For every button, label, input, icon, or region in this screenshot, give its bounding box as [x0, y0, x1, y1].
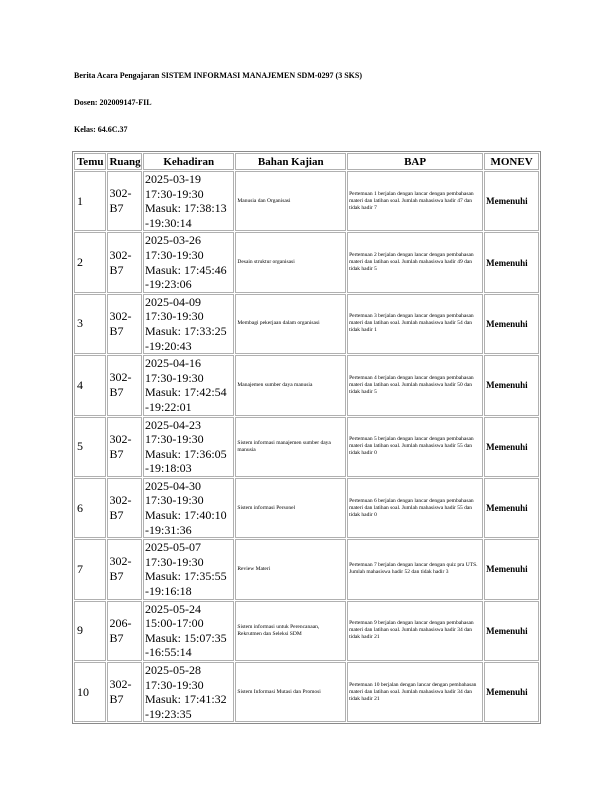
meeting-number: 7 — [74, 539, 106, 599]
attendance-schedule: 17:30-19:30 — [145, 309, 204, 324]
session-report: Pertemuan 6 berjalan dengan lancar dengan pembahasan materi dan latihan soal. Jumlah mahasiswa hadir 55 dan tidak hadir 0 — [347, 478, 483, 538]
attendance-check-in: Masuk: 17:45:46 — [145, 262, 227, 277]
attendance-check-out: -16:55:14 — [145, 645, 192, 660]
monev-status: Memenuhi — [484, 539, 539, 599]
attendance-cell — [143, 417, 234, 477]
column-header-ruang: Ruang — [107, 153, 142, 170]
topic: Membagi pekerjaan dalam organisasi — [235, 294, 346, 354]
document-title: Berita Acara Pengajaran SISTEM INFORMASI MANAJEMEN SDM-0297 (3 SKS) — [74, 71, 362, 80]
session-report: Pertemuan 3 berjalan dengan lancar dengan pembahasan materi dan latihan soal. Jumlah mahasiswa hadir 54 dan tidak hadir 1 — [347, 294, 483, 354]
attendance-cell — [143, 355, 234, 415]
attendance-table — [72, 151, 541, 724]
table-row — [74, 601, 539, 661]
table-row — [74, 539, 539, 599]
topic: Review Materi — [235, 539, 346, 599]
attendance-check-in: Masuk: 17:40:10 — [145, 508, 227, 523]
attendance-date: 2025-05-28 — [145, 663, 201, 677]
room: 302-B7 — [107, 478, 142, 538]
attendance-date: 2025-05-24 — [145, 601, 201, 616]
session-report: Pertemuan 9 berjalan dengan lancar dengan pembahasan materi dan latihan soal. Jumlah mahasiswa hadir 34 dan tidak hadir 21 — [347, 601, 483, 661]
attendance-cell — [143, 662, 234, 722]
room: 302-B7 — [107, 294, 142, 354]
attendance-date: 2025-04-23 — [145, 417, 201, 432]
attendance-check-out: -19:31:36 — [145, 522, 192, 537]
room: 302-B7 — [107, 417, 142, 477]
session-report: Pertemuan 2 berjalan dengan lancar dengan pembahasan materi dan latihan soal. Jumlah mahasiswa hadir 49 dan tidak hadir 5 — [347, 232, 483, 292]
table-header-row — [74, 153, 539, 170]
monev-status: Memenuhi — [484, 294, 539, 354]
attendance-check-out: -19:20:43 — [145, 338, 192, 353]
room: 302-B7 — [107, 662, 142, 722]
meeting-number: 10 — [74, 662, 106, 722]
attendance-schedule: 17:30-19:30 — [145, 186, 204, 201]
table-row — [74, 478, 539, 538]
table-row — [74, 171, 539, 231]
table-row — [74, 294, 539, 354]
attendance-check-in: Masuk: 17:38:13 — [145, 201, 227, 216]
attendance-cell — [143, 171, 234, 231]
table-row — [74, 417, 539, 477]
table-row — [74, 232, 539, 292]
attendance-check-in: Masuk: 17:42:54 — [145, 385, 227, 400]
topic: Manusia dan Organisasi — [235, 171, 346, 231]
meeting-number: 6 — [74, 478, 106, 538]
topic: Manajemen sumber daya manusia — [235, 355, 346, 415]
attendance-check-out: -19:16:18 — [145, 584, 192, 599]
meeting-number: 4 — [74, 355, 106, 415]
attendance-date: 2025-05-07 — [145, 540, 201, 555]
attendance-check-in: Masuk: 17:36:05 — [145, 446, 227, 461]
meeting-number: 9 — [74, 601, 106, 661]
lecturer-label: Dosen: 202009147-FIL — [74, 98, 152, 107]
meeting-number: 5 — [74, 417, 106, 477]
attendance-check-out: -19:23:06 — [145, 277, 192, 292]
session-report: Pertemuan 5 berjalan dengan lancar dengan pembahasan materi dan latihan soal. Jumlah mahasiswa hadir 55 dan tidak hadir 0 — [347, 417, 483, 477]
attendance-schedule: 17:30-19:30 — [145, 677, 204, 692]
attendance-check-out: -19:23:35 — [145, 706, 192, 721]
monev-status: Memenuhi — [484, 171, 539, 231]
column-header-temu: Temu — [74, 153, 106, 170]
session-report: Pertemuan 4 berjalan dengan lancar dengan pembahasan materi dan latihan soal. Jumlah mahasiswa hadir 50 dan tidak hadir 5 — [347, 355, 483, 415]
topic: Desain struktur organisasi — [235, 232, 346, 292]
attendance-check-out: -19:18:03 — [145, 461, 192, 476]
monev-status: Memenuhi — [484, 355, 539, 415]
monev-status: Memenuhi — [484, 601, 539, 661]
attendance-cell — [143, 601, 234, 661]
attendance-schedule: 17:30-19:30 — [145, 432, 204, 447]
monev-status: Memenuhi — [484, 232, 539, 292]
class-label: Kelas: 64.6C.37 — [74, 125, 128, 134]
attendance-cell — [143, 539, 234, 599]
topic: Sistem Informasi Mutasi dan Promosi — [235, 662, 346, 722]
table-row — [74, 355, 539, 415]
monev-status: Memenuhi — [484, 417, 539, 477]
attendance-cell — [143, 232, 234, 292]
monev-status: Memenuhi — [484, 478, 539, 538]
meeting-number: 2 — [74, 232, 106, 292]
table-row — [74, 662, 539, 722]
attendance-check-in: Masuk: 17:35:55 — [145, 569, 227, 584]
session-report: Pertemuan 10 berjalan dengan lancar dengan pembahasan materi dan latihan soal. Jumlah mahasiswa hadir 34 dan tidak hadir 21 — [347, 662, 483, 722]
column-header-bap: BAP — [347, 153, 483, 170]
column-header-kehadiran: Kehadiran — [143, 153, 234, 170]
session-report: Pertemuan 7 berjalan dengan lancar dengan quiz pra UTS. Jumlah mahasiswa hadir 52 dan tidak hadir 3 — [347, 539, 483, 599]
meeting-number: 1 — [74, 171, 106, 231]
room: 206-B7 — [107, 601, 142, 661]
attendance-schedule: 15:00-17:00 — [145, 616, 204, 631]
attendance-date: 2025-04-16 — [145, 356, 201, 371]
attendance-cell — [143, 294, 234, 354]
room: 302-B7 — [107, 232, 142, 292]
attendance-check-in: Masuk: 17:33:25 — [145, 323, 227, 338]
column-header-monev: MONEV — [484, 153, 539, 170]
attendance-schedule: 17:30-19:30 — [145, 554, 204, 569]
column-header-bahan-kajian: Bahan Kajian — [235, 153, 346, 170]
monev-status: Memenuhi — [484, 662, 539, 722]
topic: Sistem informasi Personel — [235, 478, 346, 538]
room: 302-B7 — [107, 171, 142, 231]
attendance-schedule: 17:30-19:30 — [145, 370, 204, 385]
attendance-date: 2025-03-19 — [145, 172, 201, 186]
room: 302-B7 — [107, 539, 142, 599]
attendance-date: 2025-04-09 — [145, 294, 201, 309]
attendance-date: 2025-03-26 — [145, 233, 201, 248]
attendance-schedule: 17:30-19:30 — [145, 493, 204, 508]
topic: Sistem informasi untuk Perencanaan, Rekrutmen dan Seleksi SDM — [235, 601, 346, 661]
attendance-check-in: Masuk: 15:07:35 — [145, 630, 227, 645]
room: 302-B7 — [107, 355, 142, 415]
meeting-number: 3 — [74, 294, 106, 354]
topic: Sistem informasi manajemen sumber daya manusia — [235, 417, 346, 477]
attendance-check-out: -19:22:01 — [145, 399, 192, 414]
attendance-check-out: -19:30:14 — [145, 215, 192, 230]
attendance-schedule: 17:30-19:30 — [145, 247, 204, 262]
attendance-date: 2025-04-30 — [145, 478, 201, 493]
attendance-cell — [143, 478, 234, 538]
attendance-check-in: Masuk: 17:41:32 — [145, 692, 227, 707]
session-report: Pertemuan 1 berjalan dengan lancar dengan pembahasan materi dan latihan soal. Jumlah mahasiswa hadir 47 dan tidak hadir 7 — [347, 171, 483, 231]
